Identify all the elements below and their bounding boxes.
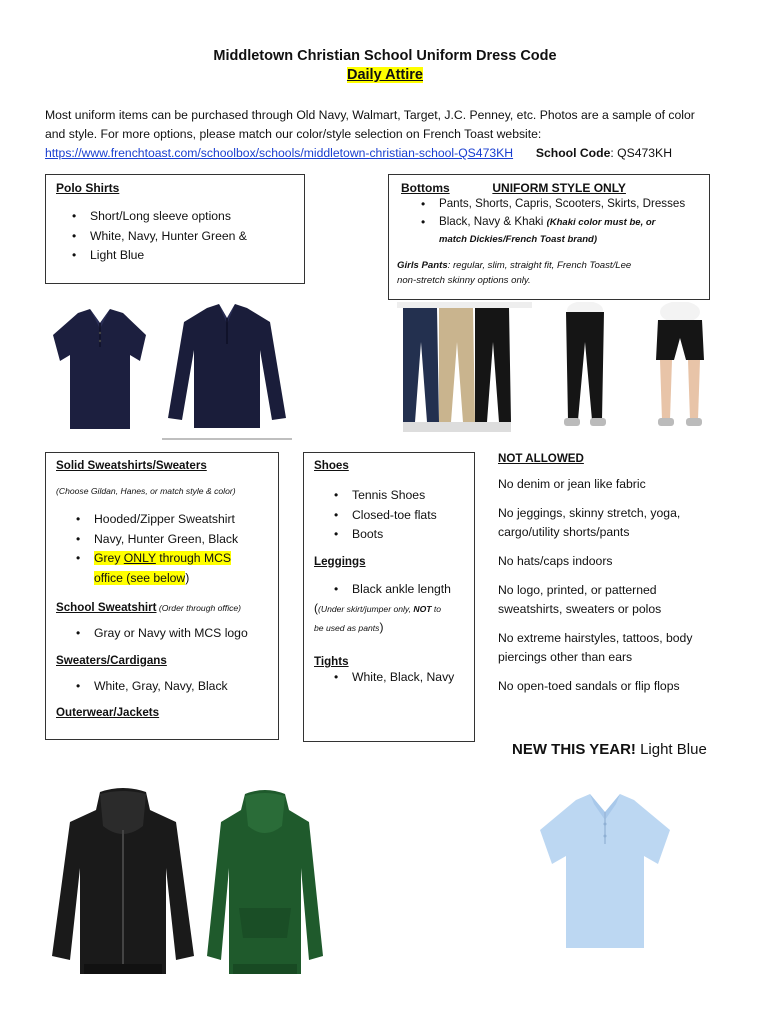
school-sweatshirt-item: • Gray or Navy with MCS logo xyxy=(72,624,268,644)
intro-line-2: and style. For more options, please match our color/style selection on French Toast website: xyxy=(45,127,542,141)
not-allowed-item: No logo, printed, or patterned xyxy=(498,583,657,597)
tights-item: • White, Black, Navy xyxy=(330,668,464,688)
girls-black-pants-image xyxy=(540,302,630,432)
polo-item: • Short/Long sleeve options xyxy=(68,207,294,227)
tights-list xyxy=(330,668,464,688)
not-allowed-item: piercings other than ears xyxy=(498,650,633,664)
green-hoodie-image xyxy=(205,788,325,978)
bottoms-item: • Pants, Shorts, Capris, Scooters, Skirts, Dresses xyxy=(417,195,701,213)
not-allowed-section xyxy=(498,452,738,696)
new-this-year-color: Light Blue xyxy=(635,741,707,758)
not-allowed-item: No extreme hairstyles, tattoos, body xyxy=(498,631,693,645)
leggings-list xyxy=(330,580,464,600)
outerwear-heading: Outerwear/Jackets xyxy=(56,706,160,719)
shoes-heading: Shoes xyxy=(314,459,349,472)
cardigans-list xyxy=(72,677,268,697)
sweatshirts-item: • Hooded/Zipper Sweatshirt xyxy=(72,510,268,530)
bottoms-list xyxy=(417,195,701,232)
leggings-item: • Black ankle length xyxy=(330,580,464,600)
new-this-year-label: NEW THIS YEAR! xyxy=(512,741,636,758)
tights-heading: Tights xyxy=(314,655,349,668)
khaki-note: (Khaki color must be, or xyxy=(546,217,656,228)
black-zip-hoodie-image xyxy=(48,788,198,978)
pants-colors-image xyxy=(397,302,532,432)
school-sweatshirt-list xyxy=(72,624,268,644)
shoes-list xyxy=(330,486,464,545)
not-allowed-item: No jeggings, skinny stretch, yoga, xyxy=(498,506,681,520)
navy-short-sleeve-polo-image xyxy=(48,305,153,435)
shoes-item: • Tennis Shoes xyxy=(330,486,464,506)
polo-heading: Polo Shirts xyxy=(56,181,120,195)
cardigans-heading: Sweaters/Cardigans xyxy=(56,653,167,667)
shoes-item: • Boots xyxy=(330,525,464,545)
school-code-value: : QS473KH xyxy=(610,146,672,160)
girls-pants-label: Girls Pants xyxy=(397,260,448,271)
bottoms-box xyxy=(388,174,710,300)
polo-item: • White, Navy, Hunter Green & xyxy=(68,227,294,247)
intro-line-1: Most uniform items can be purchased through Old Navy, Walmart, Target, J.C. Penney, etc. Photos are a sample of color xyxy=(45,108,695,122)
khaki-note-2: match Dickies/French Toast brand) xyxy=(439,234,598,245)
new-this-year xyxy=(512,741,707,758)
bottoms-style-note: UNIFORM STYLE ONLY xyxy=(492,181,626,195)
sweatshirts-note: (Choose Gildan, Hanes, or match style & color) xyxy=(56,486,236,496)
school-sweatshirt-heading: School Sweatshirt xyxy=(56,601,157,614)
not-allowed-item: No open-toed sandals or flip flops xyxy=(498,679,680,693)
page-title: Middletown Christian School Uniform Dress Code xyxy=(213,48,557,64)
polo-list xyxy=(68,207,294,266)
not-allowed-item: sweatshirts, sweaters or polos xyxy=(498,602,662,616)
sweatshirts-item: • Navy, Hunter Green, Black xyxy=(72,530,268,550)
bottoms-item: • Black, Navy & Khaki (Khaki color must be, or xyxy=(417,213,701,232)
school-sweatshirt-note: (Order through office) xyxy=(156,603,242,613)
page-subtitle-wrap xyxy=(0,66,770,84)
leggings-note: ((Under skirt/jumper only, NOT to be used as pants) xyxy=(314,601,442,634)
shoes-box xyxy=(303,452,475,742)
french-toast-link[interactable]: https://www.frenchtoast.com/schoolbox/schools/middletown-christian-school-QS473KH xyxy=(45,146,514,160)
sweatshirts-box xyxy=(45,452,279,740)
sweatshirts-list xyxy=(72,510,268,588)
not-allowed-item: cargo/utility shorts/pants xyxy=(498,525,630,539)
school-code-label: School Code xyxy=(535,146,611,160)
girls-black-shorts-image xyxy=(640,302,720,432)
polo-item: • Light Blue xyxy=(68,246,294,266)
sweatshirts-heading: Solid Sweatshirts/Sweaters xyxy=(56,459,207,472)
page-subtitle: Daily Attire xyxy=(346,67,423,83)
polo-shirts-box xyxy=(45,174,305,284)
cardigans-item: • White, Gray, Navy, Black xyxy=(72,677,268,697)
shoes-item: • Closed-toe flats xyxy=(330,506,464,526)
not-allowed-heading: NOT ALLOWED xyxy=(498,452,584,465)
sweatshirts-item-grey: • Grey ONLY through MCS office (see below) xyxy=(72,549,268,588)
intro-text xyxy=(45,106,735,163)
bottoms-heading: Bottoms xyxy=(401,181,450,195)
not-allowed-item: No denim or jean like fabric xyxy=(498,477,646,491)
leggings-heading: Leggings xyxy=(314,554,366,568)
light-blue-polo-image xyxy=(530,790,680,955)
navy-long-sleeve-polo-image xyxy=(162,300,292,440)
not-allowed-item: No hats/caps indoors xyxy=(498,554,613,568)
girls-pants-note: Girls Pants: regular, slim, straight fit, French Toast/Lee non-stretch skinny options only. xyxy=(397,260,632,286)
